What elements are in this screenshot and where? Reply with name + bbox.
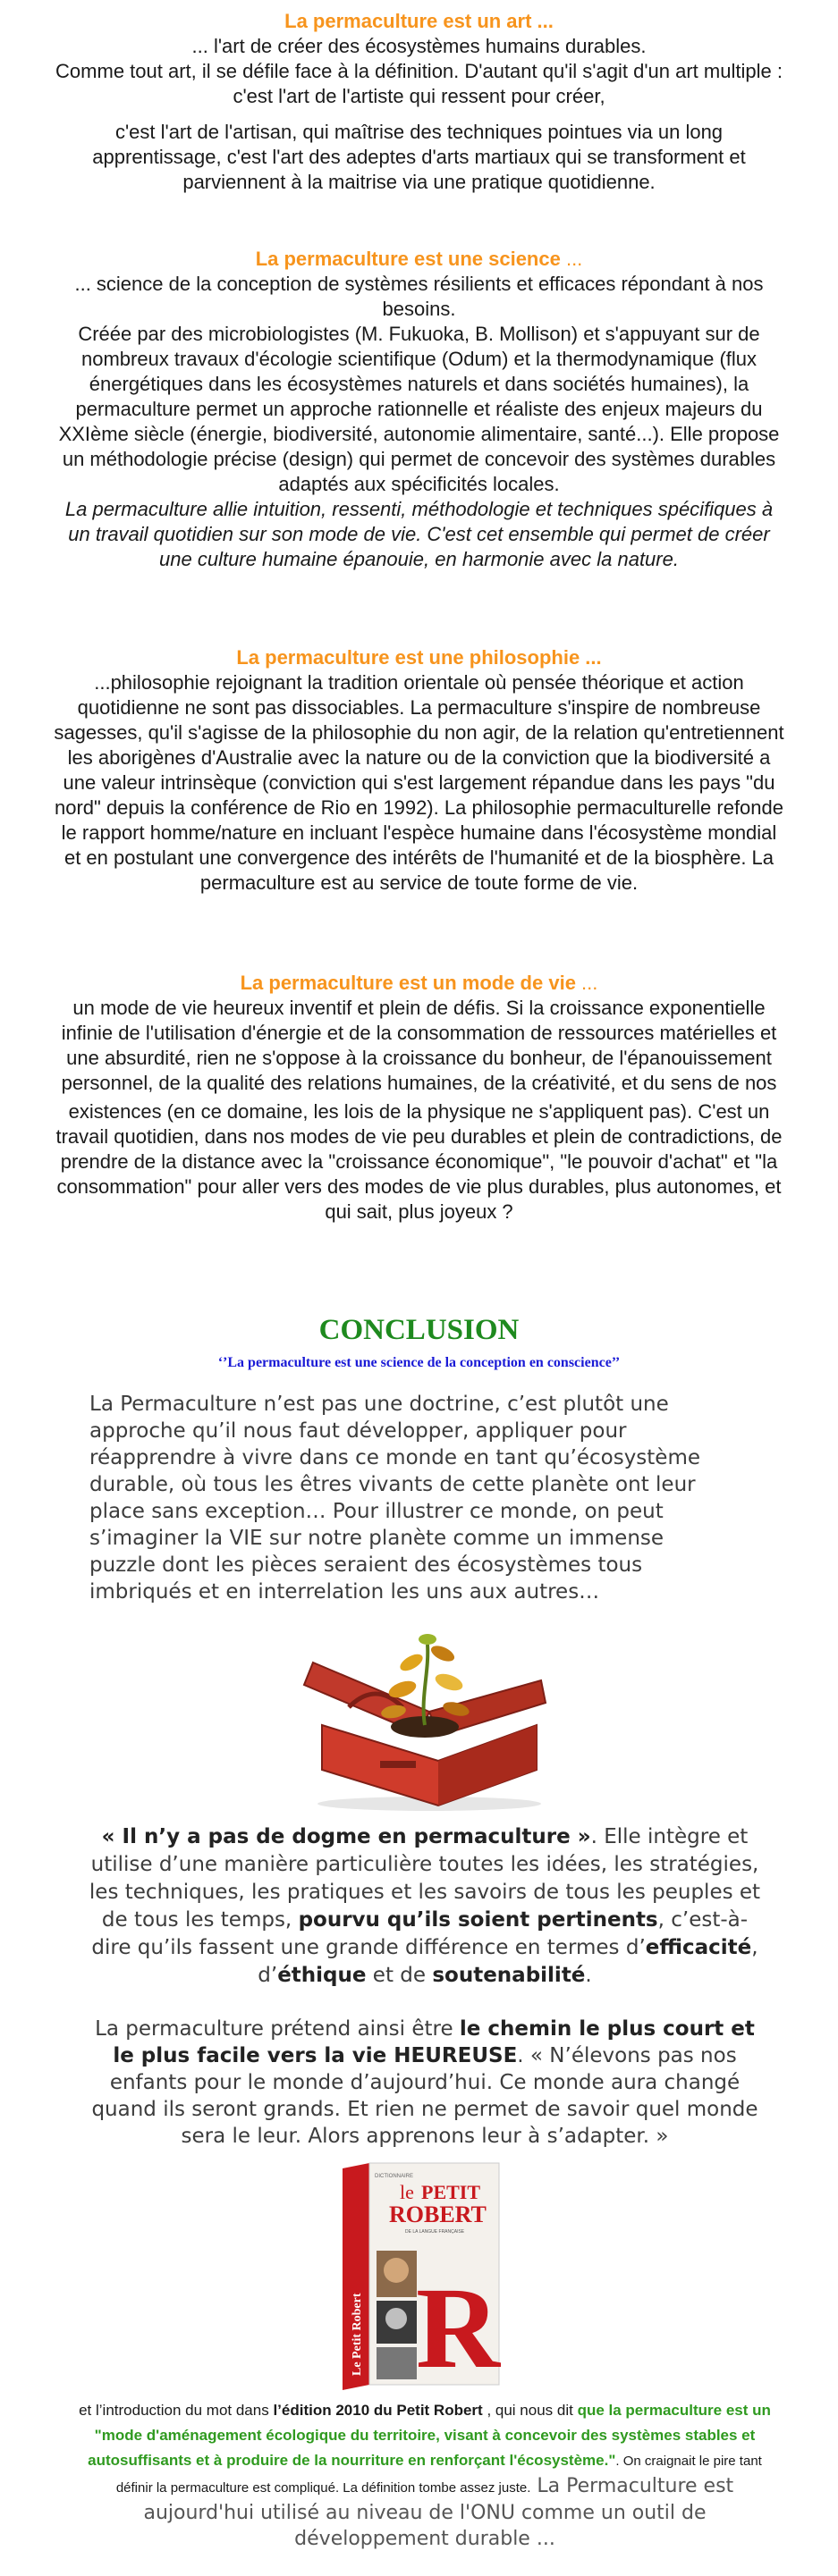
- petit-robert-book-image: [334, 2161, 504, 2392]
- conclusion-intro: La Permaculture n’est pas une doctrine, c’est plutôt une approche qu’il nous faut développer, appliquer pour réapprendre à vivre dans ce monde en tant qu’écosystème durable, où tous les êtres vivants de cette planète ont leur place sans exception… Pour illustrer ce monde, on peut s’imaginer la VIE sur notre planète comme un immense puzzle dont les pièces seraient des écosystèmes tous imbriqués et en interrelation les uns aux autres…: [89, 1393, 701, 1604]
- science-p3: La permaculture allie intuition, ressenti, méthodologie et techniques spécifiques à un travail quotidien sur son mode de vie. C'est cet ensemble qui permet de créer une culture humaine épanouie, en harmonie avec la nature.: [64, 498, 774, 570]
- mode-de-vie-p2: existences (en ce domaine, les lois de la physique ne s'appliquent pas). C'est un travail quotidien, dans nos modes de vie peu durables et plein de contradictions, de prendre de la distance avec la "croissance économique", "le pouvoir d'achat" et "la consommation" pour aller vers des modes de vie plus durables, plus autonomes, et qui sait, plus joyeux ?: [55, 1100, 783, 1223]
- science-p2: Créée par des microbiologistes (M. Fukuoka, B. Mollison) et s'appuyant sur de nombreux travaux d'écologie scientifique (Odum) et la thermodynamique (flux énergétiques dans les écosystèmes naturels et dans sociétés humaines), la permaculture permet un approche rationnelle et réaliste des enjeux majeurs du XXIème siècle (énergie, biodiversité, autonomie alimentaire, santé...). Elle propose un méthodologie précise (design) qui permet de concevoir des systèmes durables adaptés aux spécificités locales.: [58, 323, 780, 495]
- philosophie-p1: ...philosophie rejoignant la tradition orientale où pensée théorique et action quotidienne ne sont pas dissociables. La permaculture s'inspire de nombreuse sagesses, qu'il s'agisse de la philosophie du non agir, de la relation qu'entretiennent les aborigènes d'Australie avec la nature ou de la conviction que la biodiversité a une valeur intrinsèque (conviction qui s'est largement répandue dans les pays "du nord" depuis la conférence de Rio en 1992). La philosophie permaculturelle refonde le rapport homme/nature en incluant l'espèce humaine dans l'écosystème mondial et en postulant une convergence des intérêts de l'humanité et de la biosphère. La permaculture est au service de toute forme de vie.: [54, 671, 784, 894]
- book-big-r: R: [416, 2264, 500, 2392]
- heading-science: La permaculture est une science: [255, 248, 561, 270]
- heading-mode-de-vie: La permaculture est un mode de vie: [240, 972, 576, 994]
- art-p3: c'est l'art de l'artisan, qui maîtrise des techniques pointues via un long apprentissage, c'est l'art des adeptes d'arts martiaux qui se transforment et parviennent à la maitrise via une pratique quotidienne.: [92, 121, 746, 193]
- art-p1: ... l'art de créer des écosystèmes humains durables.: [191, 35, 647, 57]
- book-le: le: [400, 2181, 414, 2203]
- book-robert: ROBERT: [389, 2201, 487, 2227]
- science-p1: ... science de la conception de systèmes résilients et efficaces répondant à nos besoins.: [74, 273, 764, 320]
- toolbox-plant-illustration: [295, 1627, 554, 1814]
- art-p2: Comme tout art, il se défile face à la définition. D'autant qu'il s'agit d'un art multiple : c'est l'art de l'artiste qui ressent pour créer,: [55, 60, 783, 107]
- heading-philosophie: La permaculture est une philosophie ...: [236, 646, 602, 669]
- mode-de-vie-p1: un mode de vie heureux inventif et plein de défis. Si la croissance exponentielle infinie de l'utilisation d'énergie et de la consommation de ressources matérielles et une absurdité, rien ne s'oppose à la croissance du bonheur, de l'épanouissement personnel, de la qualité des relations humaines, de la créativité, et du sens de nos: [61, 997, 777, 1094]
- conclusion-title: CONCLUSION: [318, 1314, 520, 1346]
- section-mode-de-vie: La permaculture est un mode de vie ... un mode de vie heureux inventif et plein de défis. Si la croissance exponentielle infinie de l'utilisation d'énergie et de la consommation de ressources matérielles et une absurdité, rien ne s'oppose à la croissance du bonheur, de l'épanouissement personnel, de la qualité des relations humaines, de la créativité, et du sens de nos existences (en ce domaine, les lois de la physique ne s'appliquent pas). C'est un travail quotidien, dans nos modes de vie peu durables et plein de contradictions, de prendre de la distance avec la "croissance économique", "le pouvoir d'achat" et "la consommation" pour aller vers des modes de vie plus durables, plus autonomes, et qui sait, plus joyeux ?: [54, 971, 784, 1225]
- book-sub: DE LA LANGUE FRANÇAISE: [405, 2229, 465, 2235]
- section-art: [54, 9, 784, 195]
- section-philosophie: [54, 645, 784, 896]
- section-science: La permaculture est une science ... ... science de la conception de systèmes résilients et efficaces répondant à nos besoins. Créée par des microbiologistes (M. Fukuoka, B. Mollison) et s'appuyant sur de nombreux travaux d'écologie scientifique (Odum) et la thermodynamique (flux énergétiques dans les écosystèmes naturels et dans sociétés humaines), la permaculture permet un approche rationnelle et réaliste des enjeux majeurs du XXIème siècle (énergie, biodiversité, autonomie alimentaire, santé...). Elle propose un méthodologie précise (design) qui permet de concevoir des systèmes durables adaptés aux spécificités locales. La permaculture allie intuition, ressenti, méthodologie et techniques spécifiques à un travail quotidien sur son mode de vie. C'est cet ensemble qui permet de créer une culture humaine épanouie, en harmonie avec la nature.: [54, 247, 784, 572]
- book-spine-title: Le Petit Robert: [351, 2293, 364, 2376]
- dogme-paragraph: « Il n’y a pas de dogme en permaculture ». Elle intègre et utilise d’une manière particulière toutes les idées, les stratégies, les techniques, les pratiques et les savoirs de tous les peuples et de tous les temps, pourvu qu’ils soient pertinents, c’est-à-dire qu’ils fassent une grande différence en termes d’efficacité, d’éthique et de soutenabilité.: [89, 1825, 761, 1987]
- heading-art: La permaculture est un art ...: [284, 10, 554, 32]
- conclusion-subtitle: ‘’La permaculture est une science de la conception en conscience’’: [217, 1355, 621, 1370]
- chemin-paragraph: La permaculture prétend ainsi être le chemin le plus court et le plus facile vers la vie HEUREUSE. « N’élevons pas nos enfants pour le monde d’aujourd’hui. Ce monde aura changé quand ils seront grands. Et rien ne permet de savoir quel monde sera le leur. Alors apprenons leur à s’adapter. »: [91, 2017, 758, 2148]
- footer-paragraph: et l’introduction du mot dans l’édition 2010 du Petit Robert , qui nous dit que la permaculture est un "mode d'aménagement écologique du territoire, visant à concevoir des systèmes stables et autosuffisants et à produire de la nourriture en renforçant l'écosystème.". On craignait le pire tant définir la permaculture est compliqué. La définition tombe assez juste. La Permaculture est aujourd'hui utilisé au niveau de l'ONU comme un outil de développement durable ...: [79, 2402, 771, 2550]
- book-petit: PETIT: [421, 2181, 481, 2203]
- book-top-label: DICTIONNAIRE: [375, 2174, 414, 2179]
